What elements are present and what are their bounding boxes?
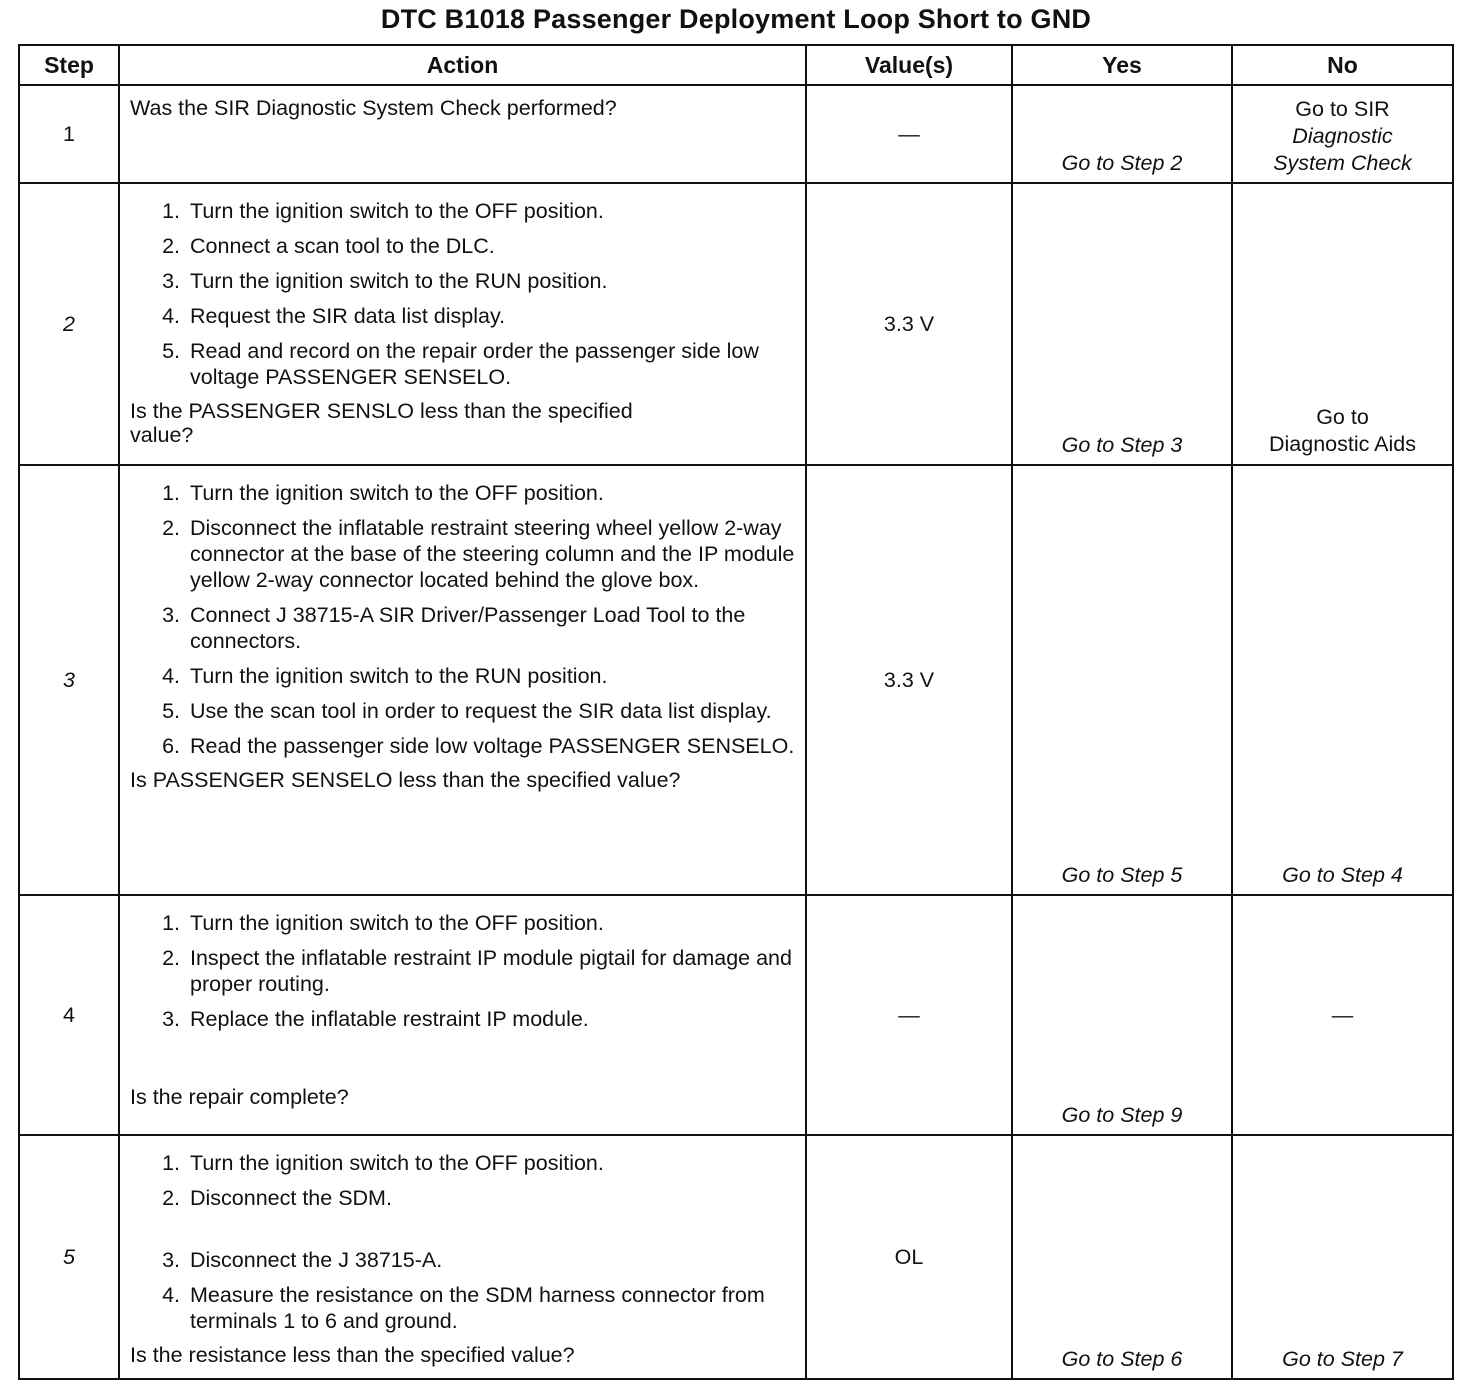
list-item: 3. Turn the ignition switch to the RUN position. [186,268,795,294]
yes-cell: Go to Step 3 [1012,183,1232,465]
value-cell: — [806,895,1012,1135]
action-list [130,910,795,1032]
header-row [19,45,1453,85]
no-cell: — [1232,895,1453,1135]
list-item: 3. Connect J 38715-A SIR Driver/Passenger Load Tool to the connectors. [186,602,795,654]
table-row [19,183,1453,465]
diagnostic-table [18,44,1454,1380]
yes-cell: Go to Step 2 [1012,85,1232,183]
list-item: 6. Read the passenger side low voltage PASSENGER SENSELO. [186,733,795,759]
table-row [19,465,1453,895]
question-text: Is PASSENGER SENSELO less than the specified value? [130,768,681,792]
list-item: 2. Inspect the inflatable restraint IP module pigtail for damage and proper routing. [186,945,795,997]
list-item: 1. Turn the ignition switch to the OFF position. [186,198,795,224]
value-cell: OL [806,1135,1012,1379]
list-item: 2. Disconnect the SDM. [186,1185,795,1211]
action-cell [119,85,806,183]
question-text: Is the resistance less than the specified value? [130,1343,575,1367]
step-number: 1 [19,85,119,183]
step-number: 2 [19,183,119,465]
table-row [19,895,1453,1135]
no-cell: Go to Step 4 [1232,465,1453,895]
header-no: No [1232,45,1453,85]
header-action: Action [119,45,806,85]
list-item: 4. Request the SIR data list display. [186,303,795,329]
yes-cell: Go to Step 5 [1012,465,1232,895]
no-cell [1232,183,1453,465]
no-line: Diagnostic [1292,124,1393,148]
no-line: Go to SIR [1295,97,1390,121]
action-list [130,480,795,759]
no-cell [1232,85,1453,183]
list-item: 1. Turn the ignition switch to the OFF position. [186,480,795,506]
yes-cell: Go to Step 9 [1012,895,1232,1135]
question-text: Is the PASSENGER SENSLO less than the specified value? [130,399,633,447]
no-line: System Check [1273,151,1412,175]
action-cell [119,895,806,1135]
action-list [130,1150,795,1334]
value-cell: 3.3 V [806,183,1012,465]
list-item: 1. Turn the ignition switch to the OFF position. [186,1150,795,1176]
list-item: 2. Connect a scan tool to the DLC. [186,233,795,259]
value-cell: — [806,85,1012,183]
question-text: Is the repair complete? [130,1085,349,1109]
yes-cell: Go to Step 6 [1012,1135,1232,1379]
table-row [19,85,1453,183]
list-item: 5. Use the scan tool in order to request the SIR data list display. [186,698,795,724]
header-yes: Yes [1012,45,1232,85]
list-item: 4. Turn the ignition switch to the RUN position. [186,663,795,689]
step-number: 4 [19,895,119,1135]
list-item: 4. Measure the resistance on the SDM harness connector from terminals 1 to 6 and ground. [186,1282,795,1334]
list-item: 3. Replace the inflatable restraint IP module. [186,1006,795,1032]
list-item: 1. Turn the ignition switch to the OFF position. [186,910,795,936]
header-step: Step [19,45,119,85]
table-row [19,1135,1453,1379]
action-list [130,198,795,390]
list-item: 2. Disconnect the inflatable restraint steering wheel yellow 2-way connector at the base of the steering column and the IP module yellow 2-way connector located behind the glove box. [186,515,795,593]
action-cell [119,1135,806,1379]
question-text: Was the SIR Diagnostic System Check performed? [130,96,617,120]
header-values: Value(s) [806,45,1012,85]
no-line: Go to [1316,405,1369,429]
list-item: 3. Disconnect the J 38715-A. [186,1247,795,1273]
action-cell [119,183,806,465]
no-line: Diagnostic Aids [1269,432,1416,456]
value-cell: 3.3 V [806,465,1012,895]
step-number: 5 [19,1135,119,1379]
page-title: DTC B1018 Passenger Deployment Loop Short to GND [380,4,1092,34]
step-number: 3 [19,465,119,895]
no-cell: Go to Step 7 [1232,1135,1453,1379]
action-cell [119,465,806,895]
list-item: 5. Read and record on the repair order the passenger side low voltage PASSENGER SENSELO. [186,338,795,390]
